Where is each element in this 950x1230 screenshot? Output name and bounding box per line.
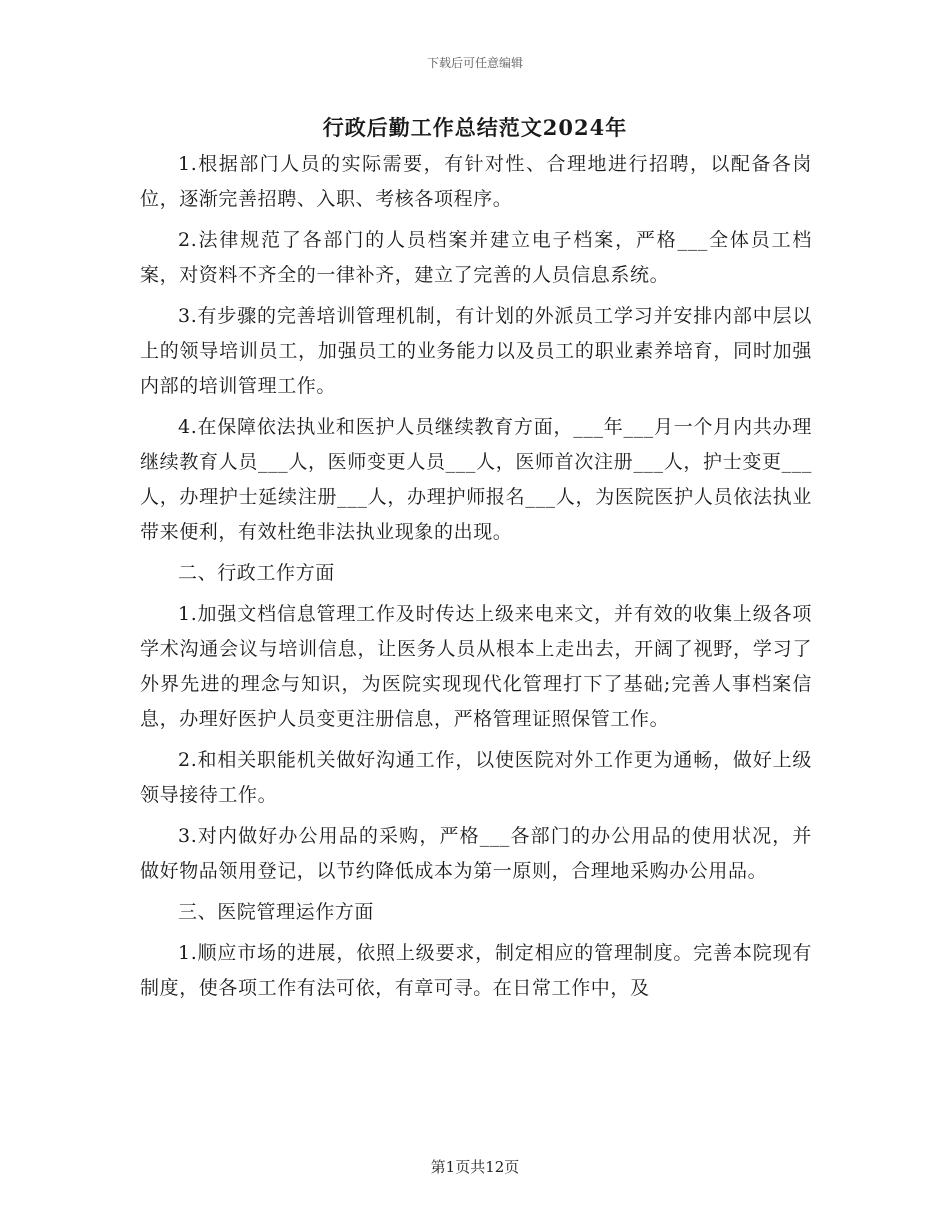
document-title: 行政后勤工作总结范文2024年 [322,115,628,140]
section-heading-administration: 二、行政工作方面 [178,562,335,584]
paragraph-communication: 2.和相关职能机关做好沟通工作，以使医院对外工作更为通畅，做好上级领导接待工作。 [140,749,812,806]
paragraph-office-supplies: 3.对内做好办公用品的采购，严格___各部门的办公用品的使用状况，并做好物品领用登记，以节约降低成本为第一原则，合理地采购办公用品。 [140,825,812,882]
paragraph-management-system: 1.顺应市场的进展，依照上级要求，制定相应的管理制度。完善本院现有制度，使各项工作有法可依，有章可寻。在日常工作中，及 [140,942,812,999]
paragraph-archives: 2.法律规范了各部门的人员档案并建立电子档案，严格___全体员工档案，对资料不齐全的一律补齐，建立了完善的人员信息系统。 [140,229,812,286]
paragraph-continuing-education: 4.在保障依法执业和医护人员继续教育方面，___年___月一个月内共办理继续教育人员___人，医师变更人员___人，医师首次注册___人，护士变更___人，办理护士延续注册___人，办理护师报名___人，为医院医护人员依法执业带来便利，有效杜绝非法执业现象的出现。 [140,416,812,543]
document-body [140,147,812,1012]
paragraph-recruitment: 1.根据部门人员的实际需要，有针对性、合理地进行招聘，以配备各岗位，逐渐完善招聘、入职、考核各项程序。 [140,153,812,210]
header-note: 下载后可任意编辑 [426,56,523,70]
section-heading-hospital-management: 三、医院管理运作方面 [178,901,375,923]
paragraph-document-management: 1.加强文档信息管理工作及时传达上级来电来文，并有效的收集上级各项学术沟通会议与培训信息，让医务人员从根本上走出去，开阔了视野，学习了外界先进的理念与知识，为医院实现现代化管理打下了基础;完善人事档案信息，办理好医护人员变更注册信息，严格管理证照保管工作。 [140,603,812,730]
paragraph-training: 3.有步骤的完善培训管理机制，有计划的外派员工学习并安排内部中层以上的领导培训员工，加强员工的业务能力以及员工的职业素养培育，同时加强内部的培训管理工作。 [140,305,812,397]
page-number-footer: 第1页共12页 [430,1158,520,1176]
